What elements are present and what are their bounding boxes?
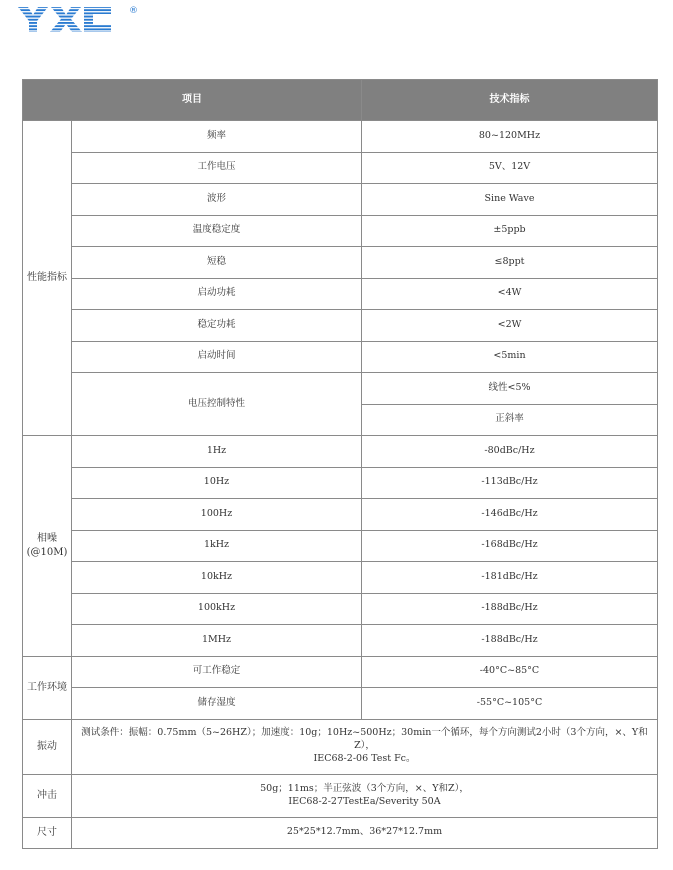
group-performance: 性能指标 xyxy=(23,121,72,436)
row-item: 10Hz xyxy=(72,467,362,499)
table-row xyxy=(23,499,658,531)
row-item: 温度稳定度 xyxy=(72,215,362,247)
row-value: -55°C~105°C xyxy=(362,688,658,720)
row-item: 启动时间 xyxy=(72,341,362,373)
row-value: 80~120MHz xyxy=(362,121,658,153)
table-row-shock xyxy=(23,774,658,817)
table-row xyxy=(23,625,658,657)
row-item: 频率 xyxy=(72,121,362,153)
row-value: -80dBc/Hz xyxy=(362,436,658,468)
row-item: 1kHz xyxy=(72,530,362,562)
row-value: -188dBc/Hz xyxy=(362,593,658,625)
table-row xyxy=(23,247,658,279)
table-row xyxy=(23,278,658,310)
row-item: 100kHz xyxy=(72,593,362,625)
size-value: 25*25*12.7mm、36*27*12.7mm xyxy=(72,817,658,849)
row-item: 波形 xyxy=(72,184,362,216)
row-value: -168dBc/Hz xyxy=(362,530,658,562)
row-item: 10kHz xyxy=(72,562,362,594)
header-row xyxy=(23,80,658,121)
header-item: 项目 xyxy=(23,80,362,121)
row-value: 5V、12V xyxy=(362,152,658,184)
group-phase-noise-line2: (@10M) xyxy=(26,546,68,558)
row-value: <2W xyxy=(362,310,658,342)
group-phase-noise-line1: 相噪 xyxy=(37,533,57,545)
table-row xyxy=(23,184,658,216)
table-row xyxy=(23,530,658,562)
table-row xyxy=(23,152,658,184)
yxc-logo xyxy=(18,6,143,44)
row-item-voltage-control: 电压控制特性 xyxy=(72,373,362,436)
row-value: <5min xyxy=(362,341,658,373)
row-item: 工作电压 xyxy=(72,152,362,184)
table-row xyxy=(23,562,658,594)
table-row-size xyxy=(23,817,658,849)
shock-line1: 50g；11ms；半正弦波（3个方向，×、Y和Z）， xyxy=(260,782,469,794)
table-row xyxy=(23,373,658,405)
row-item: 1MHz xyxy=(72,625,362,657)
table-row xyxy=(23,656,658,688)
row-item: 可工作稳定 xyxy=(72,656,362,688)
header-spec: 技术指标 xyxy=(362,80,658,121)
row-item: 100Hz xyxy=(72,499,362,531)
row-item: 储存湿度 xyxy=(72,688,362,720)
table-row xyxy=(23,436,658,468)
group-vibration: 振动 xyxy=(23,719,72,774)
row-value: Sine Wave xyxy=(362,184,658,216)
row-value: ≤8ppt xyxy=(362,247,658,279)
row-value: -181dBc/Hz xyxy=(362,562,658,594)
row-value: 线性<5% xyxy=(362,373,658,405)
shock-text xyxy=(72,774,658,817)
table-row xyxy=(23,121,658,153)
row-item: 短稳 xyxy=(72,247,362,279)
group-size: 尺寸 xyxy=(23,817,72,849)
row-item: 1Hz xyxy=(72,436,362,468)
row-value: -40°C~85°C xyxy=(362,656,658,688)
row-item: 启动功耗 xyxy=(72,278,362,310)
table-row-vibration xyxy=(23,719,658,774)
table-row xyxy=(23,341,658,373)
row-value: -146dBc/Hz xyxy=(362,499,658,531)
group-shock: 冲击 xyxy=(23,774,72,817)
table-row xyxy=(23,310,658,342)
table-row xyxy=(23,593,658,625)
row-value: <4W xyxy=(362,278,658,310)
table-row xyxy=(23,467,658,499)
row-value: 正斜率 xyxy=(362,404,658,436)
table-row xyxy=(23,215,658,247)
shock-line2: IEC68-2-27TestEa/Severity 50A xyxy=(288,795,441,807)
row-item: 稳定功耗 xyxy=(72,310,362,342)
registered-mark: ® xyxy=(129,6,138,16)
spec-table xyxy=(22,79,658,849)
vibration-line1: 测试条件：振幅：0.75mm（5~26HZ）；加速度：10g；10Hz~500Hz；30min一个循环，每个方向测试2小时（3个方向，×、Y和Z）， xyxy=(81,727,648,752)
row-value: -188dBc/Hz xyxy=(362,625,658,657)
group-phase-noise xyxy=(23,436,72,657)
table-row xyxy=(23,688,658,720)
group-environment: 工作环境 xyxy=(23,656,72,719)
yxc-logo-graphic xyxy=(18,6,113,34)
row-value: ±5ppb xyxy=(362,215,658,247)
vibration-text xyxy=(72,719,658,774)
vibration-line2: IEC68-2-06 Test Fc。 xyxy=(313,752,416,764)
row-value: -113dBc/Hz xyxy=(362,467,658,499)
